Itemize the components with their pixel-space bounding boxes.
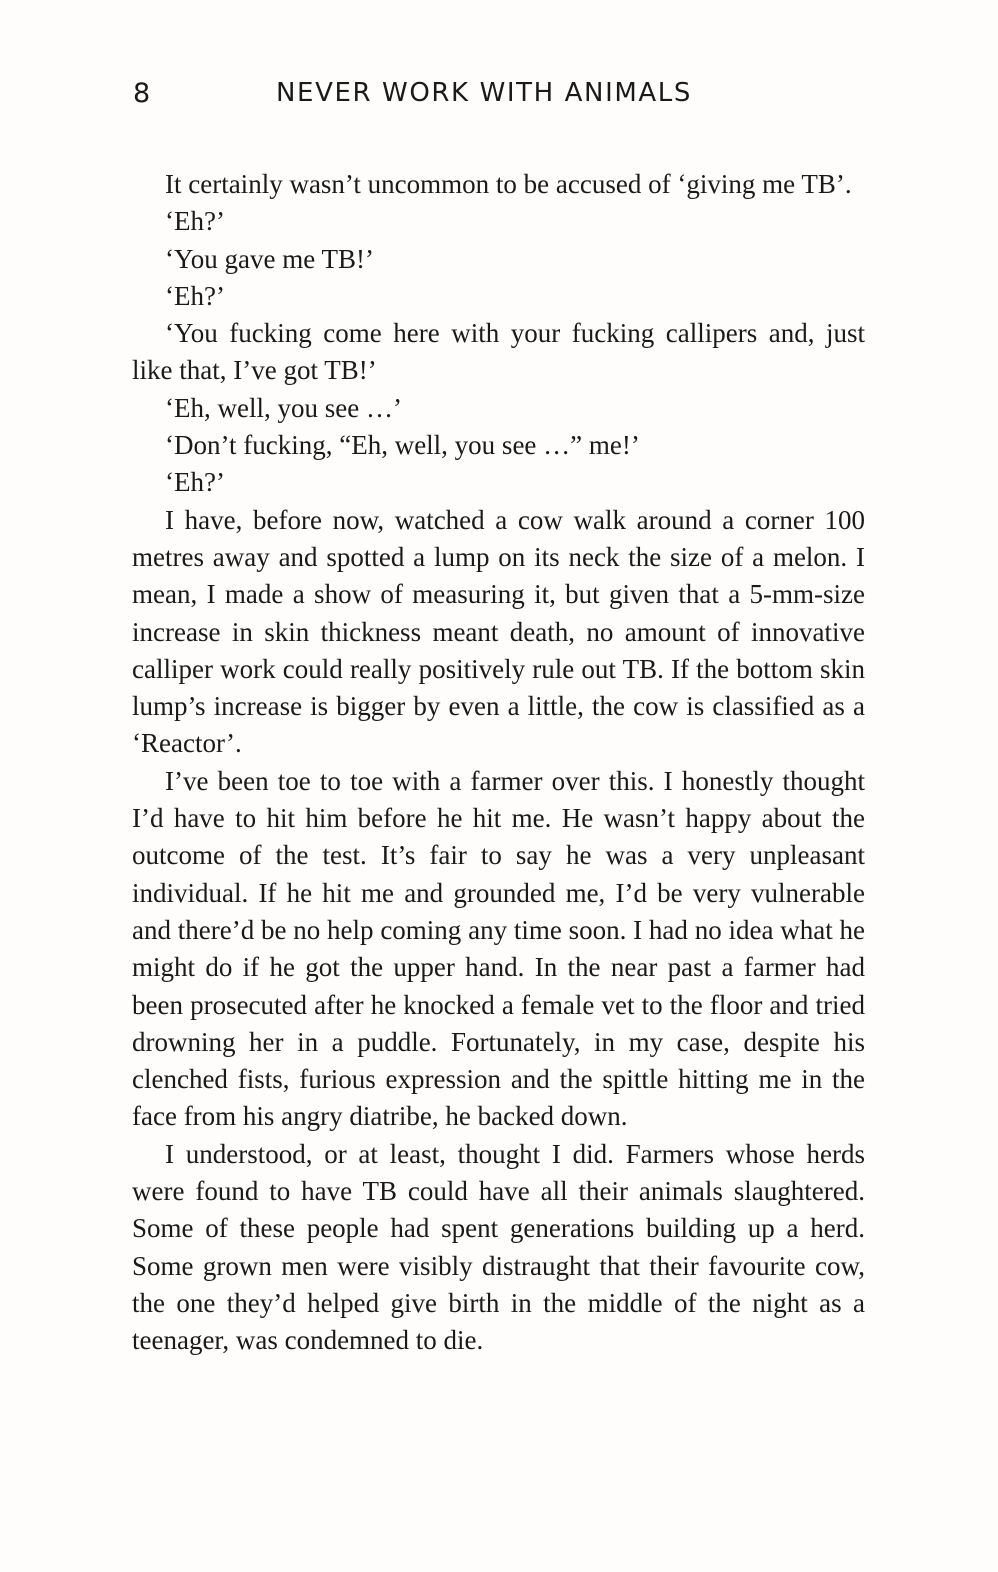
paragraph: It certainly wasn’t uncommon to be accused of ‘giving me TB’.	[165, 169, 852, 199]
dialogue-line: ‘You gave me TB!’	[165, 243, 374, 274]
body-text	[132, 166, 865, 1360]
dialogue-line: ‘Eh?’	[165, 206, 225, 237]
dialogue-line: ‘You fucking come here with your fucking callipers and, just like that, I’ve got TB!’	[132, 318, 865, 386]
dialogue-line: ‘Eh?’	[165, 467, 225, 498]
dialogue-line: ‘Eh?’	[165, 280, 225, 311]
page-number: 8	[133, 78, 151, 109]
paragraph: I understood, or at least, thought I did. Farmers whose herds were found to have TB could have all their animals slaughtered. Some of these people had spent generations building up a herd. Some grown men were visibly distraught that their favourite cow, the one they’d helped give birth in the middle of the night as a teenager, was condemned to die.	[132, 1138, 865, 1356]
paragraph: I have, before now, watched a cow walk around a corner 100 metres away and spotted a lump on its neck the size of a melon. I mean, I made a show of measuring it, but given that a 5-mm-size increase in skin thickness meant death, no amount of innovative calliper work could really positively rule out TB. If the bottom skin lump’s increase is bigger by even a little, the cow is classified as a ‘Reactor’.	[132, 504, 865, 759]
dialogue-line: ‘Don’t fucking, “Eh, well, you see …” me!’	[165, 430, 640, 461]
dialogue-line: ‘Eh, well, you see …’	[165, 392, 402, 423]
running-head-title: NEVER WORK WITH ANIMALS	[276, 78, 692, 108]
paragraph: I’ve been toe to toe with a farmer over this. I honestly thought I’d have to hit him before he hit me. He wasn’t happy about the outcome of the test. It’s fair to say he was a very unpleasant individual. If he hit me and grounded me, I’d be very vulnerable and there’d be no help coming any time soon. I had no idea what he might do if he got the upper hand. In the near past a farmer had been prosecuted after he knocked a female vet to the floor and tried drowning her in a puddle. Fortunately, in my case, despite his clenched fists, furious expression and the spittle hitting me in the face from his angry diatribe, he backed down.	[132, 765, 865, 1132]
